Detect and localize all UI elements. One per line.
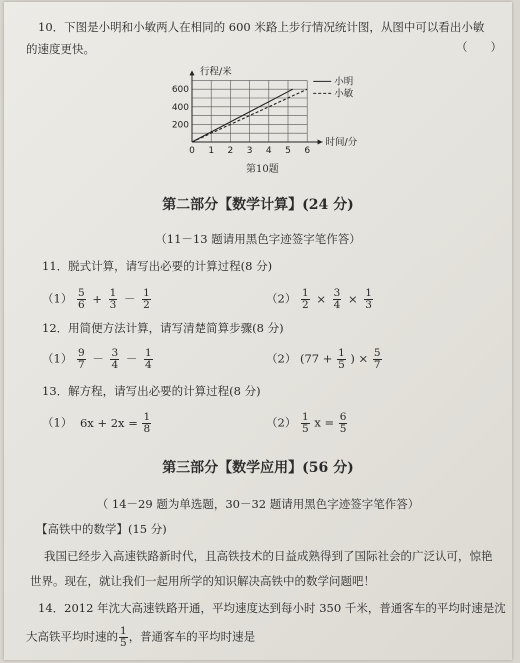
operator: ×: [316, 291, 326, 306]
fraction: $\frac{5}{6}$: [77, 287, 85, 311]
expr-text: x =: [314, 415, 335, 430]
expr-text: ) ×: [350, 351, 369, 366]
q10-line1: 10．下图是小明和小敏两人在相同的 600 米路上步行情况统计图，从图中可以看出小敏: [38, 20, 485, 34]
y-tick-label: 400: [171, 102, 189, 113]
y-axis-arrow: [190, 70, 195, 75]
item-number: （2）: [266, 351, 297, 366]
legend-label: 小明: [334, 76, 354, 88]
fraction: $\frac{5}{7}$: [373, 347, 381, 371]
operator: －: [92, 351, 104, 366]
q13-part1: [42, 412, 152, 435]
q14-line1: 14．2012 年沈大高速铁路开通，平均速度达到每小时 350 千米，普通客车的平均时速是沈: [38, 601, 506, 615]
fraction: $\frac{9}{7}$: [77, 347, 85, 371]
x-axis-arrow: [318, 140, 323, 145]
intro-line1: 我国已经步入高速铁路新时代，且高铁技术的日益成熟得到了国际社会的广泛认可，惊艳: [44, 549, 493, 563]
x-axis-label: 时间/分: [325, 137, 358, 148]
fraction: $\frac{1}{3}$: [365, 287, 372, 311]
q13-label: 13．解方程，请写出必要的计算过程(8 分): [42, 384, 261, 398]
operator: －: [123, 291, 136, 306]
section-heading: 【高铁中的数学】(15 分): [36, 522, 167, 536]
x-tick-label: 2: [227, 146, 234, 156]
part3-title: 第三部分【数学应用】(56 分): [162, 460, 354, 476]
expr-text: 6x + 2x =: [79, 415, 138, 430]
x-tick-label: 1: [208, 146, 215, 156]
q14-line2: [26, 626, 255, 649]
fraction: $\frac{3}{4}$: [333, 287, 341, 311]
legend-label: 小敏: [334, 88, 354, 100]
x-tick-label: 4: [265, 146, 272, 156]
part3-note: （ 14－29 题为单选题，30－32 题请用黑色字迹签字笔作答）: [96, 497, 420, 511]
q12-part1: [42, 348, 154, 371]
q10-line2: 的速度更快。: [26, 42, 95, 56]
part2-note: （11－13 题请用黑色字迹签字笔作答）: [155, 232, 361, 246]
fraction: $\frac{1}{5}$: [120, 625, 127, 649]
q11-label: 11．脱式计算，请写出必要的计算过程(8 分): [42, 259, 273, 273]
fraction: $\frac{1}{2}$: [143, 287, 150, 311]
exam-page: [4, 2, 512, 660]
item-number: （2）: [266, 291, 297, 306]
x-tick-label: 5: [285, 146, 291, 156]
fraction: $\frac{1}{8}$: [143, 411, 151, 435]
expr-text: (77 +: [299, 351, 333, 366]
operator: +: [92, 291, 102, 306]
chart-caption: 第10题: [246, 164, 279, 175]
q12-part2: [266, 348, 383, 371]
operator: ×: [347, 291, 358, 306]
fraction: $\frac{6}{5}$: [339, 411, 347, 435]
q10-answer-paren: （ ）: [456, 40, 502, 54]
x-tick-label: 0: [189, 146, 195, 156]
item-number: （1）: [42, 351, 73, 366]
q11-part2: [266, 288, 374, 311]
item-number: （1）: [42, 291, 73, 306]
fraction: $\frac{1}{5}$: [338, 347, 345, 371]
x-tick-label: 3: [246, 146, 253, 156]
q13-part2: [266, 412, 348, 435]
y-tick-label: 600: [171, 85, 189, 96]
q14-text-post: ，普通客车的平均时速是: [128, 629, 256, 644]
fraction: $\frac{1}{2}$: [301, 287, 309, 311]
q12-label: 12．用简便方法计算，请写清楚简算步骤(8 分): [42, 321, 284, 335]
y-tick-label: 200: [171, 120, 189, 131]
part2-title: 第二部分【数学计算】(24 分): [162, 197, 354, 213]
intro-line2: 世界。现在，就让我们一起用所学的知识解决高铁中的数学问题吧！: [30, 574, 375, 588]
y-axis-label: 行程/米: [200, 66, 232, 78]
fraction: $\frac{1}{3}$: [109, 287, 117, 311]
item-number: （1）: [42, 415, 73, 430]
x-tick-label: 6: [304, 146, 311, 156]
fraction: $\frac{1}{4}$: [144, 347, 152, 371]
q14-text-pre: 大高铁平均时速的: [26, 629, 118, 644]
fraction: $\frac{1}{5}$: [301, 411, 309, 435]
q11-part1: [42, 288, 152, 311]
fraction: $\frac{3}{4}$: [111, 347, 119, 371]
operator: －: [125, 351, 138, 366]
item-number: （2）: [266, 415, 297, 430]
